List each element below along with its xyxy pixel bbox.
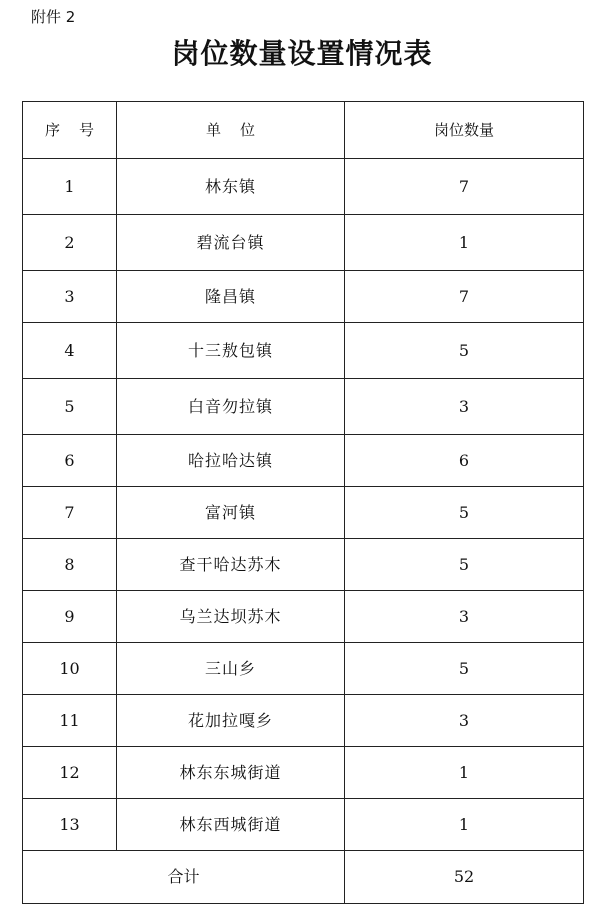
header-count: 岗位数量 (345, 102, 584, 159)
row-seq: 4 (23, 323, 117, 379)
row-seq: 5 (23, 379, 117, 435)
row-count: 7 (345, 159, 584, 215)
row-seq: 9 (23, 591, 117, 643)
row-unit: 查干哈达苏木 (117, 539, 345, 591)
row-count: 1 (345, 215, 584, 271)
row-seq: 13 (23, 799, 117, 851)
row-count: 5 (345, 487, 584, 539)
table-row (23, 539, 584, 591)
row-unit: 十三敖包镇 (117, 323, 345, 379)
row-seq: 2 (23, 215, 117, 271)
row-count: 3 (345, 695, 584, 747)
row-seq: 3 (23, 271, 117, 323)
header-seq: 序 号 (23, 102, 117, 159)
attachment-label: 附件 2 (31, 8, 76, 26)
row-unit: 白音勿拉镇 (117, 379, 345, 435)
row-unit: 隆昌镇 (117, 271, 345, 323)
row-count: 3 (345, 379, 584, 435)
row-seq: 12 (23, 747, 117, 799)
row-seq: 8 (23, 539, 117, 591)
table-row (23, 435, 584, 487)
table-row (23, 215, 584, 271)
table-row (23, 643, 584, 695)
row-count: 5 (345, 643, 584, 695)
table-row (23, 159, 584, 215)
row-count: 1 (345, 747, 584, 799)
row-unit: 乌兰达坝苏木 (117, 591, 345, 643)
row-unit: 花加拉嘎乡 (117, 695, 345, 747)
table-header-row (23, 102, 584, 159)
row-seq: 7 (23, 487, 117, 539)
row-count: 3 (345, 591, 584, 643)
row-seq: 11 (23, 695, 117, 747)
row-count: 6 (345, 435, 584, 487)
row-count: 7 (345, 271, 584, 323)
page-title: 岗位数量设置情况表 (171, 37, 433, 70)
row-count: 1 (345, 799, 584, 851)
row-unit: 碧流台镇 (117, 215, 345, 271)
table-row (23, 487, 584, 539)
header-unit: 单 位 (117, 102, 345, 159)
row-unit: 富河镇 (117, 487, 345, 539)
row-unit: 林东镇 (117, 159, 345, 215)
row-count: 5 (345, 539, 584, 591)
table-row (23, 271, 584, 323)
table-total-row (23, 851, 584, 904)
row-unit: 哈拉哈达镇 (117, 435, 345, 487)
table-row (23, 695, 584, 747)
row-seq: 1 (23, 159, 117, 215)
row-unit: 三山乡 (117, 643, 345, 695)
total-label: 合计 (23, 851, 345, 904)
table-row (23, 323, 584, 379)
table-row (23, 591, 584, 643)
positions-table (22, 101, 584, 904)
table-row (23, 379, 584, 435)
row-seq: 6 (23, 435, 117, 487)
table-row (23, 799, 584, 851)
row-unit: 林东东城街道 (117, 747, 345, 799)
row-count: 5 (345, 323, 584, 379)
row-seq: 10 (23, 643, 117, 695)
total-count: 52 (345, 851, 584, 904)
row-unit: 林东西城街道 (117, 799, 345, 851)
table-row (23, 747, 584, 799)
